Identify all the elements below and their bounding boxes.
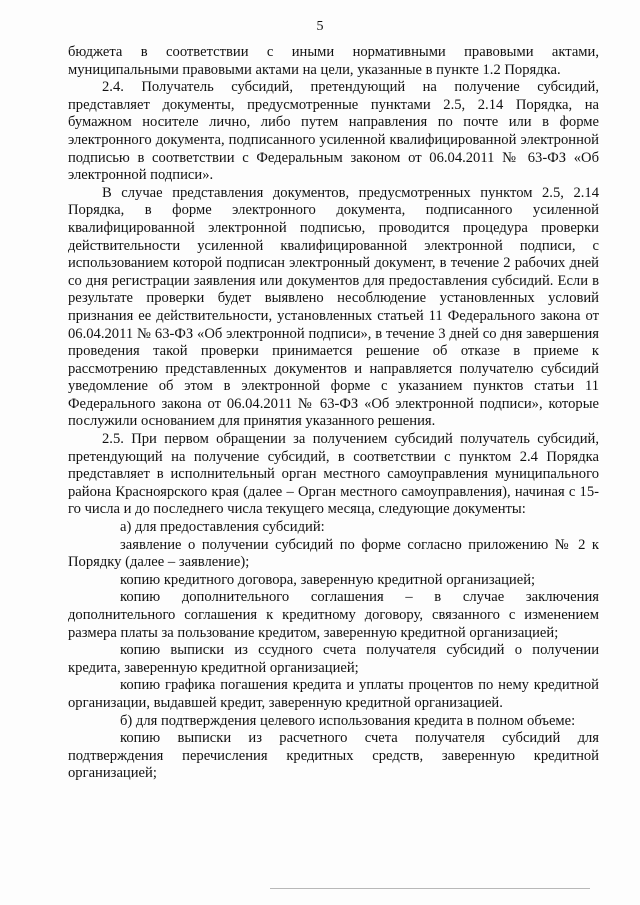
list-item-settlement-account-statement: копию выписки из расчетного счета получателя субсидий для подтверждения перечисления кредитных средств, заверенную кредитной организацией; [68,730,599,782]
subheading-a: а) для предоставления субсидий: [120,519,325,536]
list-item-additional-agreement: копию дополнительного соглашения – в случае заключения дополнительного соглашения к кредитному договору, связанного с изменением размера платы за пользование кредитом, заверенную кредитной организацией; [68,589,599,641]
paragraph-2-5: 2.5. При первом обращении за получением субсидий получатель субсидий, претендующий на получение субсидий, в соответствии с пунктом 2.4 Порядка представляет в исполнительный орган местного самоуправления муниципального района Красноярского края (далее – Орган местного самоуправления), начиная с 15-го числа и до последнего числа текущего месяца, следующие документы: [68,431,599,518]
page-number: 5 [316,19,324,34]
document-body [68,44,599,783]
scan-edge-line [270,888,590,889]
list-item-application: заявление о получении субсидий по форме согласно приложению № 2 к Порядку (далее – заявление); [68,536,599,571]
list-item-repayment-schedule: копию графика погашения кредита и уплаты процентов по нему кредитной организации, выдавшей кредит, заверенную кредитной организацией. [68,677,599,711]
paragraph-2-4: 2.4. Получатель субсидий, претендующий на получение субсидий, представляет документы, предусмотренные пунктами 2.5, 2.14 Порядка, на бумажном носителе лично, либо путем направления по почте или в форме электронного документа, подписанного усиленной квалифицированной электронной подписью в соответствии с Федеральным законом от 06.04.2011 № 63-ФЗ «Об электронной подписи». [68,79,599,184]
subheading-b: б) для подтверждения целевого использования кредита в полном объеме: [120,712,576,729]
paragraph-continuation: бюджета в соответствии с иными нормативными правовыми актами, муниципальными правовыми актами на цели, указанные в пункте 1.2 Порядка. [68,44,599,78]
paragraph-electronic-docs: В случае представления документов, предусмотренных пунктом 2.5, 2.14 Порядка, в форме электронного документа, подписанного усиленной квалифицированной электронной подписью, проводится процедура проверки действительности усиленной квалифицированной электронной подписи, с использованием которой подписан электронный документ, в течение 2 рабочих дней со дня регистрации заявления или документов для предоставления субсидий. Если в результате проверки будет выявлено несоблюдение установленных условий признания ее действительности, установленных статьей 11 Федерального закона от 06.04.2011 № 63-ФЗ «Об электронной подписи», в течение 3 дней со дня завершения проведения такой проверки принимается решение об отказе в приеме к рассмотрению представленных документов и направляется получателю субсидий уведомление об этом в электронной форме с указанием пунктов статьи 11 Федерального закона от 06.04.2011 № 63-ФЗ «Об электронной подписи», которые послужили основанием для принятия указанного решения. [68,184,599,430]
list-item-loan-account-statement: копию выписки из ссудного счета получателя субсидий о получении кредита, заверенную кредитной организацией; [68,642,599,676]
list-item-credit-agreement: копию кредитного договора, заверенную кредитной организацией; [120,571,536,588]
